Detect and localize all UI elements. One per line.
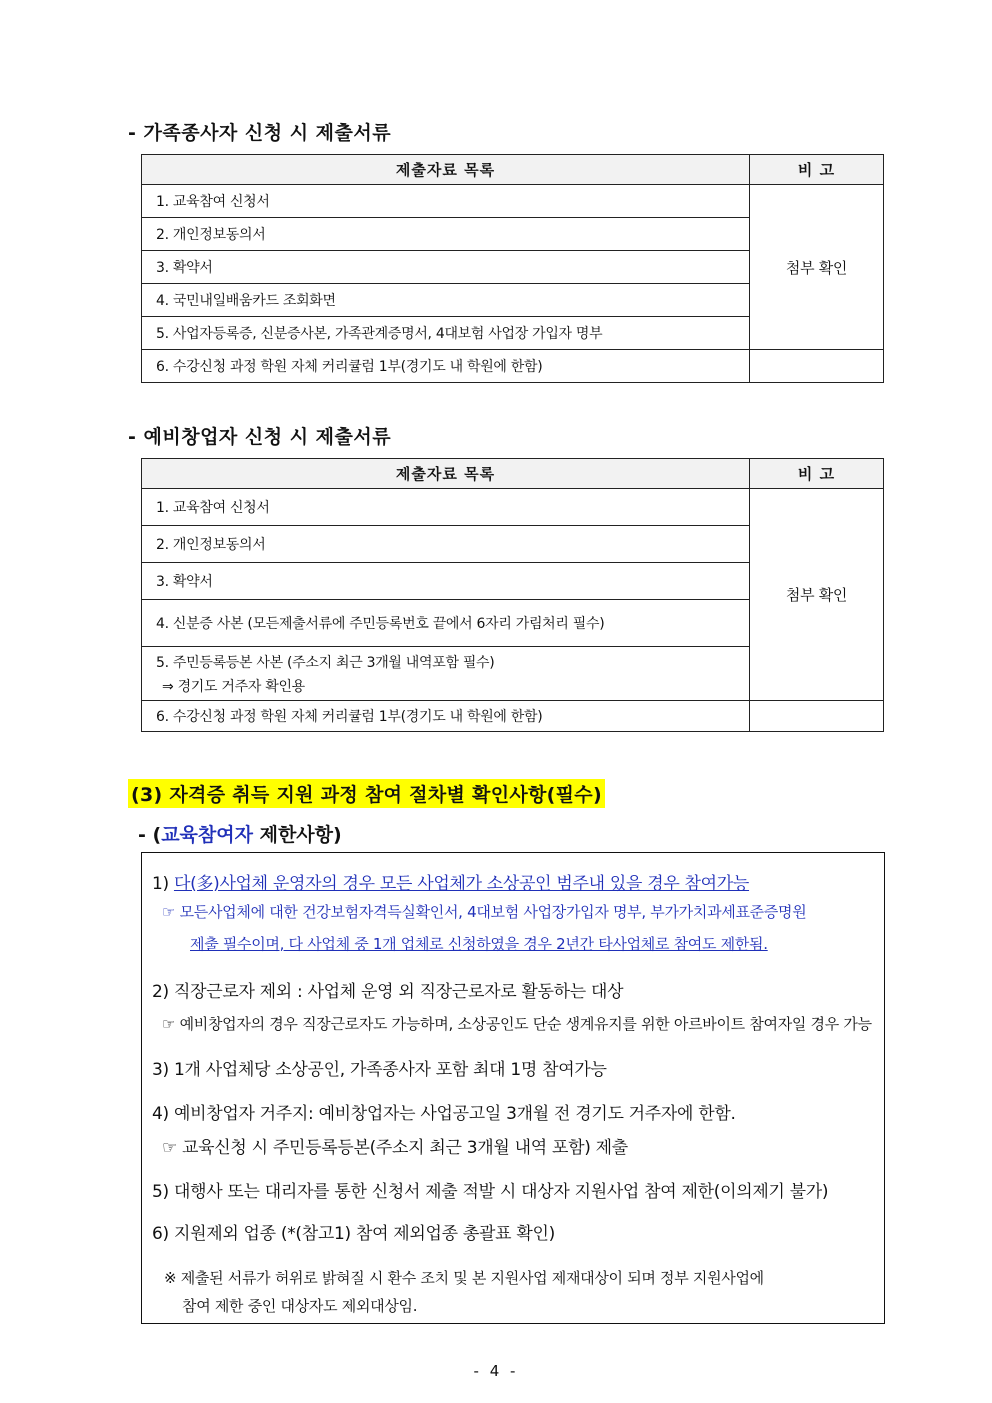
doc-item-5: [142, 647, 750, 701]
section1-table: [141, 154, 884, 383]
col-header-note: 비 고: [750, 459, 884, 489]
section1-heading: - 가족종사자 신청 시 제출서류: [128, 122, 392, 144]
col-header-items: 제출자료 목록: [142, 459, 750, 489]
sub-suffix: 제한사항): [252, 824, 342, 846]
restriction-3: 3) 1개 사업체당 소상공인, 가족종사자 포함 최대 1명 참여가능: [152, 1060, 607, 1080]
restriction-4: 4) 예비창업자 거주지: 예비창업자는 사업공고일 3개월 전 경기도 거주자에 한함.: [152, 1104, 736, 1124]
section2-table: [141, 458, 884, 732]
empty-note-cell: [750, 701, 884, 732]
doc-item: 4. 신분증 사본 (모든제출서류에 주민등록번호 끝에서 6자리 가림처리 필수): [142, 600, 750, 647]
section2-heading: - 예비창업자 신청 시 제출서류: [128, 426, 392, 448]
doc-item: 3. 확약서: [142, 563, 750, 600]
doc-item: 1. 교육참여 신청서: [142, 489, 750, 526]
doc-item: 4. 국민내일배움카드 조회화면: [142, 284, 750, 317]
restriction-1-text: 다(多)사업체 운영자의 경우 모든 사업체가 소상공인 범주내 있을 경우 참여가능: [173, 874, 750, 894]
col-header-note: 비 고: [750, 155, 884, 185]
restriction-1: [152, 869, 749, 894]
sub-prefix: - (: [138, 824, 162, 846]
merged-note: 첨부 확인: [750, 185, 884, 350]
footnote-line-2: 참여 제한 중인 대상자도 제외대상임.: [182, 1297, 418, 1315]
sub-blue: 교육참여자: [161, 824, 253, 846]
restriction-1-note-2: 제출 필수이며, 다 사업체 중 1개 업체로 신청하였을 경우 2년간 타사업체로 참여도 제한됨.: [190, 935, 768, 953]
section3-title: (3) 자격증 취득 지원 과정 참여 절차별 확인사항(필수): [128, 779, 605, 808]
footnote-line-1: ※ 제출된 서류가 허위로 밝혀질 시 환수 조치 및 본 지원사업 제재대상이 되며 정부 지원사업에: [164, 1269, 764, 1287]
doc-item: 2. 개인정보동의서: [142, 218, 750, 251]
doc-item-5-line1: 5. 주민등록등본 사본 (주소지 최근 3개월 내역포함 필수): [156, 654, 495, 671]
restriction-4-note: ☞ 교육신청 시 주민등록등본(주소지 최근 3개월 내역 포함) 제출: [162, 1138, 628, 1158]
restriction-2-note: ☞ 예비창업자의 경우 직장근로자도 가능하며, 소상공인도 단순 생계유지를 위한 아르바이트 참여자일 경우 가능: [162, 1015, 872, 1033]
doc-item: 3. 확약서: [142, 251, 750, 284]
col-header-items: 제출자료 목록: [142, 155, 750, 185]
restriction-6: 6) 지원제외 업종 (*(참고1) 참여 제외업종 총괄표 확인): [152, 1224, 555, 1244]
doc-item-5-line2: ⇒ 경기도 거주자 확인용: [162, 678, 305, 695]
doc-item: 1. 교육참여 신청서: [142, 185, 750, 218]
restriction-5: 5) 대행사 또는 대리자를 통한 신청서 제출 적발 시 대상자 지원사업 참여 제한(이의제기 불가): [152, 1182, 829, 1202]
restriction-2: 2) 직장근로자 제외 : 사업체 운영 외 직장근로자로 활동하는 대상: [152, 982, 624, 1002]
merged-note: 첨부 확인: [750, 489, 884, 701]
doc-item: 5. 사업자등록증, 신분증사본, 가족관계증명서, 4대보험 사업장 가입자 명부: [142, 317, 750, 350]
page-number: - 4 -: [473, 1362, 519, 1380]
empty-note-cell: [750, 350, 884, 383]
restriction-1-note-1: ☞ 모든사업체에 대한 건강보험자격득실확인서, 4대보험 사업장가입자 명부, 부가가치과세표준증명원: [162, 903, 807, 921]
restriction-1-number: 1): [152, 874, 174, 894]
doc-item: 2. 개인정보동의서: [142, 526, 750, 563]
restrictions-box: [141, 852, 885, 1324]
doc-item-last: 6. 수강신청 과정 학원 자체 커리큘럼 1부(경기도 내 학원에 한함): [142, 701, 750, 732]
section3-subheading: [138, 820, 342, 847]
doc-item-last: 6. 수강신청 과정 학원 자체 커리큘럼 1부(경기도 내 학원에 한함): [142, 350, 750, 383]
